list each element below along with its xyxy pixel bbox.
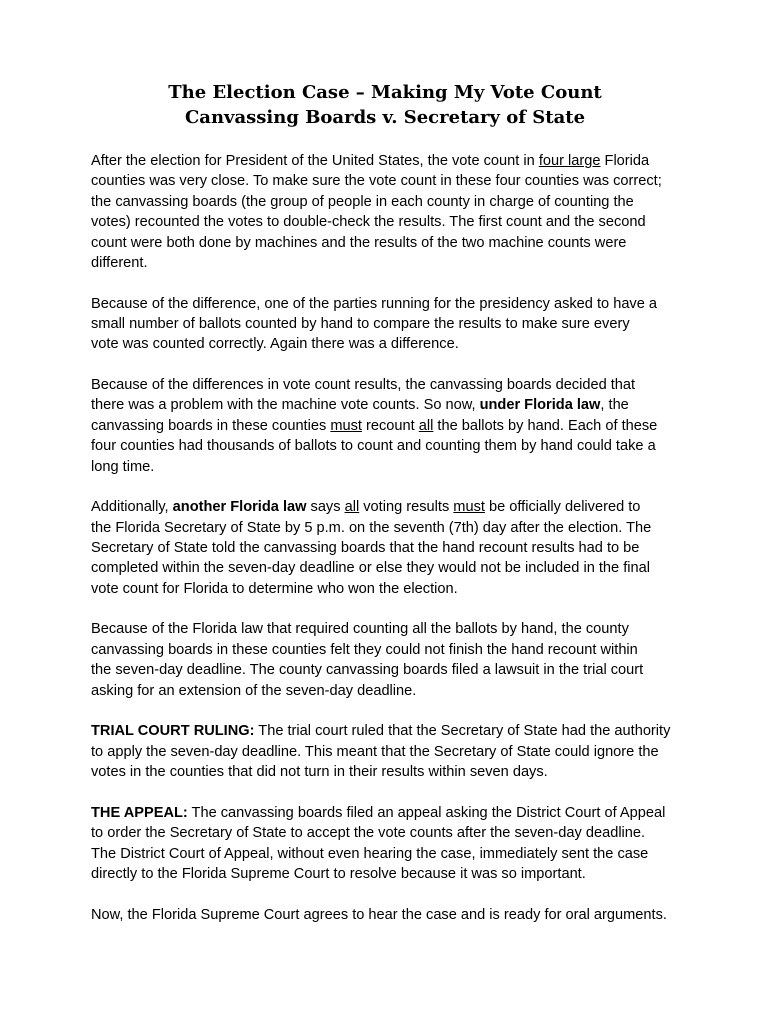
paragraph-trial-court-ruling xyxy=(91,721,689,782)
text-run: the ballots by hand. Each of these xyxy=(433,417,658,434)
text-line xyxy=(91,803,689,823)
text-line: different. xyxy=(91,255,148,272)
text-run: Additionally, xyxy=(91,499,173,516)
underlined-text: must xyxy=(330,417,362,434)
text-line: four counties had thousands of ballots to count and counting them by hand could take a xyxy=(91,438,656,455)
document-title xyxy=(0,80,770,130)
text-line: votes) recounted the votes to double-check the results. The first count and the second xyxy=(91,214,646,231)
section-label: TRIAL COURT RULING: xyxy=(91,723,255,740)
text-line: count were both done by machines and the results of the two machine counts were xyxy=(91,234,627,251)
text-line: asking for an extension of the seven-day deadline. xyxy=(91,682,417,699)
paragraph-supreme-court xyxy=(91,905,689,925)
text-run: The trial court ruled that the Secretary of State had the authority xyxy=(254,723,671,740)
text-line xyxy=(91,497,689,517)
underlined-text: four large xyxy=(538,153,601,169)
text-run: , the xyxy=(600,397,629,414)
underlined-text: all xyxy=(344,499,360,516)
text-run: canvassing boards in these counties xyxy=(91,417,331,434)
underlined-text: all xyxy=(418,417,434,434)
text-line: to order the Secretary of State to accept the vote counts after the seven-day deadline. xyxy=(91,825,646,842)
text-line xyxy=(91,416,689,436)
title-line-1: The Election Case – Making My Vote Count xyxy=(168,82,602,103)
text-line: vote count for Florida to determine who won the election. xyxy=(91,580,458,597)
text-line: Because of the difference, one of the parties running for the presidency asked to have a xyxy=(91,295,658,312)
text-line: the Florida Secretary of State by 5 p.m. on the seventh (7th) day after the election. The xyxy=(91,519,652,536)
title-line-2: Canvassing Boards v. Secretary of State xyxy=(184,107,586,128)
text-line: completed within the seven-day deadline or else they would not be included in the final xyxy=(91,560,650,577)
text-run: there was a problem with the machine vote counts. So now, xyxy=(91,397,480,414)
text-line: canvassing boards in these counties felt they could not finish the hand recount within xyxy=(91,641,638,658)
bold-text: another Florida law xyxy=(172,499,307,516)
paragraph-recount-decision xyxy=(91,375,689,477)
text-line xyxy=(91,721,689,741)
text-line: Now, the Florida Supreme Court agrees to hear the case and is ready for oral arguments. xyxy=(91,906,667,923)
section-label: THE APPEAL: xyxy=(91,804,188,821)
text-line: votes in the counties that did not turn in their results within seven days. xyxy=(91,764,548,781)
paragraph-lawsuit xyxy=(91,619,689,701)
text-line: Because of the Florida law that required counting all the ballots by hand, the county xyxy=(91,621,629,638)
text-line: vote was counted correctly. Again there was a difference. xyxy=(91,336,459,353)
text-line xyxy=(91,395,689,415)
text-line: The District Court of Appeal, without even hearing the case, immediately sent the case xyxy=(91,845,649,862)
text-run: says xyxy=(306,499,345,516)
text-line: long time. xyxy=(91,458,155,475)
text-run: voting results xyxy=(359,499,454,516)
paragraph-hand-count-request xyxy=(91,294,689,355)
text-line: small number of ballots counted by hand to compare the results to make sure every xyxy=(91,316,630,333)
text-line: to apply the seven-day deadline. This meant that the Secretary of State could ignore the xyxy=(91,743,659,760)
text-run: After the election for President of the United States, the vote count in xyxy=(91,153,539,169)
paragraph-the-appeal xyxy=(91,803,689,885)
text-line: Because of the differences in vote count results, the canvassing boards decided that xyxy=(91,377,636,394)
text-line: Secretary of State told the canvassing boards that the hand recount results had to be xyxy=(91,540,640,557)
underlined-text: must xyxy=(453,499,485,516)
text-run: be officially delivered to xyxy=(484,499,641,516)
paragraph-deadline-law xyxy=(91,497,689,599)
text-line: the seven-day deadline. The county canvassing boards filed a lawsuit in the trial court xyxy=(91,662,644,679)
text-run: The canvassing boards filed an appeal asking the District Court of Appeal xyxy=(187,804,666,821)
text-run: recount xyxy=(361,417,419,434)
paragraph-election-background xyxy=(91,151,689,273)
text-line: the canvassing boards (the group of people in each county in charge of counting the xyxy=(91,193,634,210)
text-line xyxy=(91,151,689,171)
text-line: counties was very close. To make sure the vote count in these four counties was correct; xyxy=(91,173,662,190)
bold-text: under Florida law xyxy=(479,397,601,414)
text-run: Florida xyxy=(600,153,650,169)
document-body xyxy=(91,151,689,945)
text-line: directly to the Florida Supreme Court to resolve because it was so important. xyxy=(91,865,586,882)
